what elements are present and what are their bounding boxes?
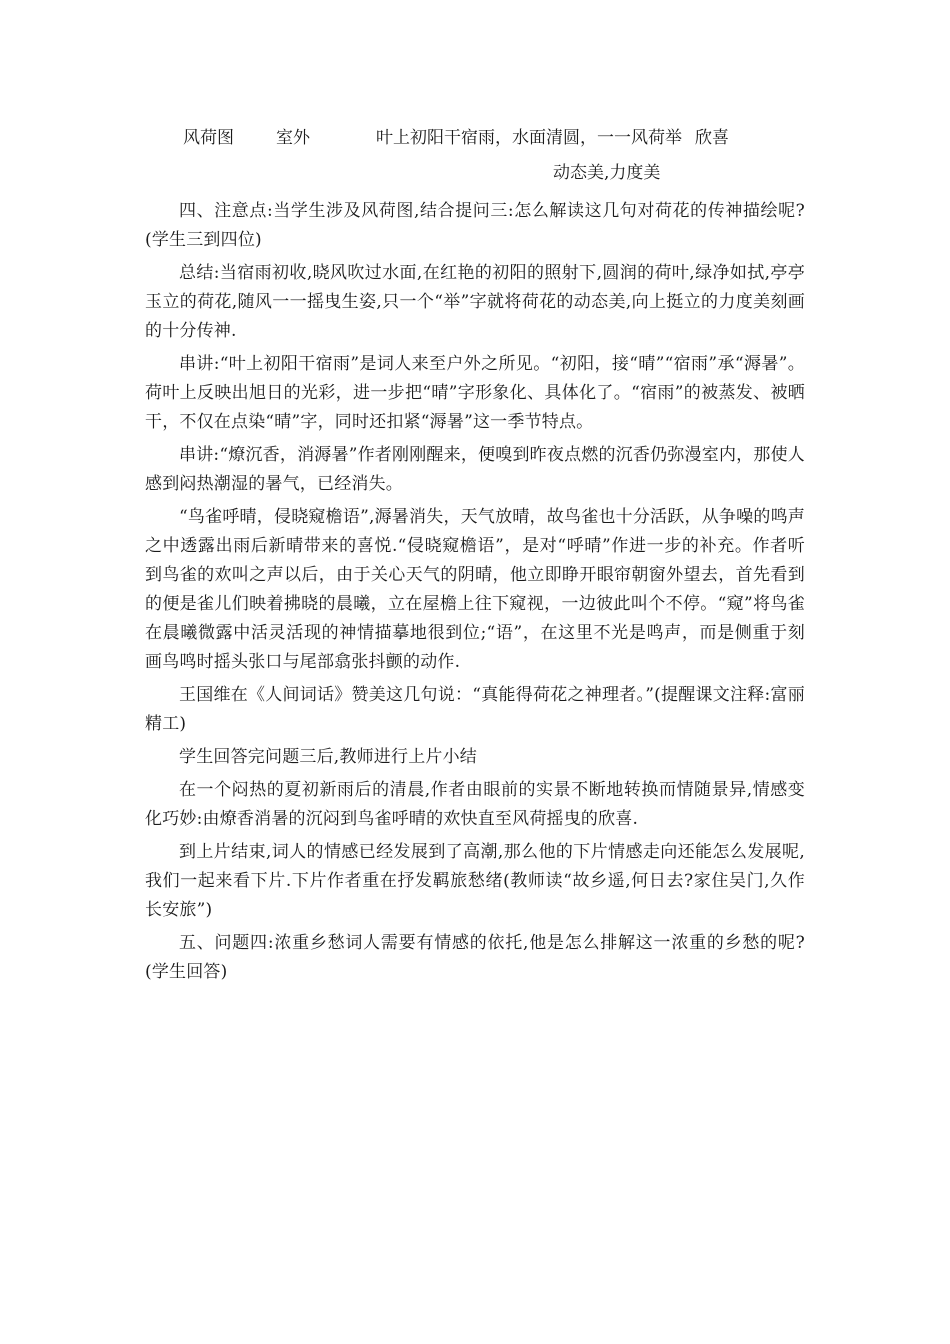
paragraph-point-four: 四、注意点:当学生涉及风荷图,结合提问三:怎么解读这几句对荷花的传神描绘呢?(学生三到四位) [145,201,805,250]
scene-place-cell: 室外 [276,128,310,148]
paragraph-explanation-2: 串讲:“燎沉香，消溽暑”作者刚刚醒来，便嗅到昨夜点燃的沉香仍弥漫室内，那使人感到闷热潮湿的暑气，已经消失。 [145,445,805,494]
scene-quote-cell: 叶上初阳干宿雨，水面清圆，一一风荷举 [376,128,682,148]
paragraph-wang-guowei: 王国维在《人间词话》赞美这几句说：“真能得荷花之神理者。”(提醒课文注释:富丽精工) [145,685,805,734]
paragraph-summary: 总结:当宿雨初收,晓风吹过水面,在红艳的初阳的照射下,圆润的荷叶,绿净如拭,亭亭玉立的荷花,随风一一摇曳生姿,只一个“举”字就将荷花的动态美,向上挺立的力度美刻画的十分传神. [145,263,805,341]
scene-name-cell: 风荷图 [183,128,234,148]
paragraph-explanation-1: 串讲:“叶上初阳干宿雨”是词人来至户外之所见。“初阳，接“晴”“宿雨”承“溽暑”。荷叶上反映出旭日的光彩，进一步把“晴”字形象化、具体化了。“宿雨”的被蒸发、被晒干，不仅在点染“晴”字，同时还扣紧“溽暑”这一季节特点。 [145,354,805,432]
paragraph-first-half-summary: 在一个闷热的夏初新雨后的清晨,作者由眼前的实景不断地转换而情随景异,情感变化巧妙:由燎香消暑的沉闷到鸟雀呼晴的欢快直至风荷摇曳的欣喜. [145,780,805,829]
scene-emotion-cell: 欣喜 [695,128,729,148]
paragraph-transition: 学生回答完问题三后,教师进行上片小结 [179,747,478,767]
body-text [145,197,805,991]
paragraph-question-four: 五、问题四:浓重乡愁词人需要有情感的依托,他是怎么排解这一浓重的乡愁的呢?(学生回答) [145,933,805,982]
paragraph-second-half-intro: 到上片结束,词人的情感已经发展到了高潮,那么他的下片情感走向还能怎么发展呢,我们一起来看下片.下片作者重在抒发羁旅愁绪(教师读“故乡遥,何日去?家住吴门,久作长安旅”) [145,842,805,920]
scene-beauty-cell: 动态美,力度美 [553,163,661,183]
paragraph-birds: “鸟雀呼晴，侵晓窥檐语”,溽暑消失，天气放晴，故鸟雀也十分活跃，从争噪的鸣声之中透露出雨后新晴带来的喜悦.“侵晓窥檐语”，是对“呼晴”作进一步的补充。作者听到鸟雀的欢叫之声以后，由于关心天气的阴晴，他立即睁开眼帘朝窗外望去，首先看到的便是雀儿们映着拂晓的晨曦，立在屋檐上往下窥视，一边彼此叫个不停。“窥”将鸟雀在晨曦微露中活灵活现的神情描摹地很到位;“语”，在这里不光是鸣声，而是侧重于刻画鸟鸣时摇头张口与尾部翕张抖颤的动作. [145,507,805,672]
